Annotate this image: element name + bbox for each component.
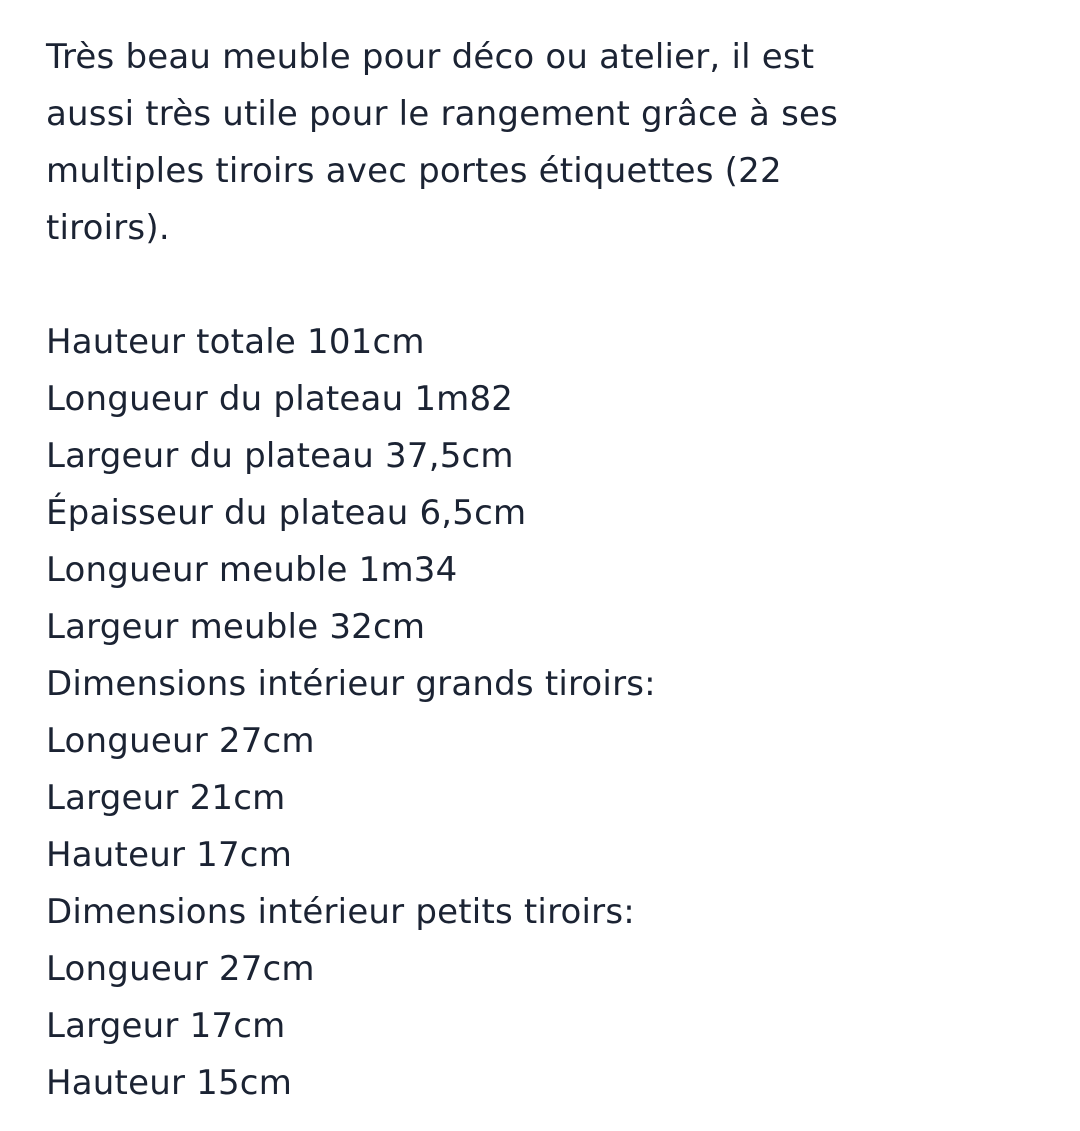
specs-list (46, 314, 976, 1112)
intro-line: multiples tiroirs avec portes étiquettes (22 (46, 151, 782, 191)
spec-small-drawer-height: Hauteur 15cm (46, 1063, 293, 1103)
spec-top-thickness: Épaisseur du plateau 6,5cm (46, 493, 527, 533)
intro-line: Très beau meuble pour déco ou atelier, il est (46, 37, 815, 77)
spec-top-width: Largeur du plateau 37,5cm (46, 436, 514, 476)
spec-large-drawer-width: Largeur 21cm (46, 778, 286, 818)
paragraph-gap (46, 257, 1046, 314)
spec-small-drawers-heading: Dimensions intérieur petits tiroirs: (46, 892, 635, 932)
spec-top-length: Longueur du plateau 1m82 (46, 379, 514, 419)
spec-large-drawer-length: Longueur 27cm (46, 721, 315, 761)
intro-paragraph (46, 29, 976, 257)
spec-total-height: Hauteur totale 101cm (46, 322, 425, 362)
intro-line: aussi très utile pour le rangement grâce à ses (46, 94, 839, 134)
spec-large-drawers-heading: Dimensions intérieur grands tiroirs: (46, 664, 656, 704)
spec-small-drawer-length: Longueur 27cm (46, 949, 315, 989)
spec-furniture-length: Longueur meuble 1m34 (46, 550, 458, 590)
spec-large-drawer-height: Hauteur 17cm (46, 835, 293, 875)
spec-small-drawer-width: Largeur 17cm (46, 1006, 286, 1046)
listing-description (46, 29, 1046, 1112)
intro-line: tiroirs). (46, 208, 170, 248)
spec-furniture-width: Largeur meuble 32cm (46, 607, 426, 647)
